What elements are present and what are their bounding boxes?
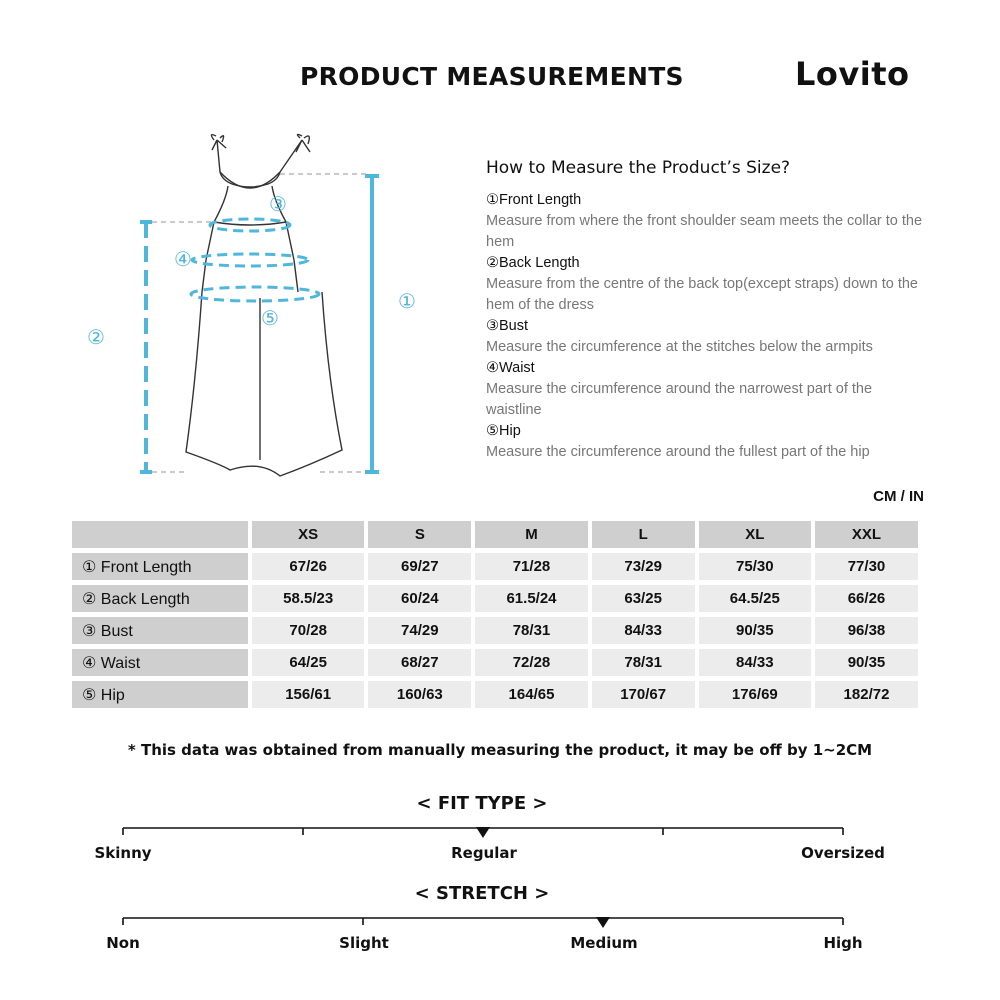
table-cell: 63/25 (592, 585, 695, 612)
measure-item-bust (486, 316, 926, 358)
table-cell: 64/25 (252, 649, 364, 676)
table-cell: 74/29 (368, 617, 471, 644)
table-cell: 64.5/25 (699, 585, 811, 612)
measure-item-title: ②Back Length (486, 255, 580, 271)
measure-item-desc: Measure the circumference at the stitches below the armpits (486, 339, 873, 355)
fit-type-label-regular: Regular (451, 844, 517, 862)
page-title: PRODUCT MEASUREMENTS (300, 62, 684, 91)
table-cell: 182/72 (815, 681, 918, 708)
table-cell: 69/27 (368, 553, 471, 580)
hip-measure-line (191, 287, 319, 301)
size-header: XS (252, 521, 364, 548)
marker-back-length: ② (87, 325, 105, 349)
table-cell: 84/33 (699, 649, 811, 676)
stretch-title: < STRETCH > (414, 883, 550, 904)
measure-item-hip (486, 421, 926, 463)
measure-item-back-length (486, 253, 926, 316)
measure-item-title: ④Waist (486, 360, 535, 376)
table-cell: 160/63 (368, 681, 471, 708)
table-cell: 78/31 (475, 617, 587, 644)
size-header: XXL (815, 521, 918, 548)
measurement-disclaimer: * This data was obtained from manually measuring the product, it may be off by 1~2CM (127, 741, 873, 759)
size-header: S (368, 521, 471, 548)
measure-item-title: ⑤Hip (486, 423, 521, 439)
dress-measurement-diagram (80, 130, 440, 490)
table-cell: 90/35 (699, 617, 811, 644)
table-cell: 78/31 (592, 649, 695, 676)
stretch-indicator-arrow (596, 917, 610, 928)
row-label: ② Back Length (72, 585, 248, 612)
table-cell: 96/38 (815, 617, 918, 644)
measure-item-desc: Measure the circumference around the fullest part of the hip (486, 444, 870, 460)
unit-label: CM / IN (873, 488, 924, 505)
waist-measure-line (192, 254, 308, 266)
measure-item-title: ③Bust (486, 318, 529, 334)
table-cell: 84/33 (592, 617, 695, 644)
table-row (72, 553, 918, 580)
table-row (72, 585, 918, 612)
measure-item-desc: Measure from the centre of the back top(except straps) down to the hem of the dress (486, 276, 918, 313)
size-header: XL (699, 521, 811, 548)
fit-type-label-skinny: Skinny (94, 844, 152, 862)
marker-front-length: ① (398, 289, 416, 313)
table-cell: 90/35 (815, 649, 918, 676)
measure-item-waist (486, 358, 926, 421)
marker-waist: ④ (174, 247, 192, 271)
table-cell: 66/26 (815, 585, 918, 612)
stretch-scale (0, 910, 1000, 930)
table-cell: 71/28 (475, 553, 587, 580)
table-header-row (72, 521, 918, 548)
table-cell: 61.5/24 (475, 585, 587, 612)
measure-item-title: ①Front Length (486, 192, 582, 208)
table-corner-cell (72, 521, 248, 548)
table-cell: 170/67 (592, 681, 695, 708)
stretch-label-medium: Medium (570, 934, 638, 952)
marker-hip: ⑤ (261, 306, 279, 330)
table-row (72, 681, 918, 708)
marker-bust: ③ (269, 192, 287, 216)
fit-type-scale (0, 820, 1000, 840)
row-label: ① Front Length (72, 553, 248, 580)
measure-item-desc: Measure from where the front shoulder seam meets the collar to the hem (486, 213, 923, 250)
measure-item-front-length (486, 190, 926, 253)
how-to-measure-title: How to Measure the Product’s Size? (486, 158, 791, 178)
table-row (72, 617, 918, 644)
table-cell: 164/65 (475, 681, 587, 708)
stretch-label-slight: Slight (339, 934, 389, 952)
table-cell: 73/29 (592, 553, 695, 580)
size-header: M (475, 521, 587, 548)
row-label: ③ Bust (72, 617, 248, 644)
table-cell: 72/28 (475, 649, 587, 676)
how-to-measure-section (486, 158, 926, 463)
brand-logo: Lovito (795, 55, 910, 93)
front-length-indicator (280, 174, 379, 472)
row-label: ④ Waist (72, 649, 248, 676)
measure-item-desc: Measure the circumference around the narrowest part of the waistline (486, 381, 873, 418)
table-cell: 176/69 (699, 681, 811, 708)
table-cell: 156/61 (252, 681, 364, 708)
stretch-label-non: Non (106, 934, 140, 952)
stretch-label-high: High (823, 934, 863, 952)
fit-type-label-oversized: Oversized (801, 844, 885, 862)
fit-type-title: < FIT TYPE > (416, 793, 548, 814)
table-cell: 58.5/23 (252, 585, 364, 612)
table-row (72, 649, 918, 676)
table-cell: 68/27 (368, 649, 471, 676)
size-chart-table (68, 516, 922, 713)
size-header: L (592, 521, 695, 548)
table-cell: 77/30 (815, 553, 918, 580)
row-label: ⑤ Hip (72, 681, 248, 708)
table-cell: 70/28 (252, 617, 364, 644)
table-cell: 67/26 (252, 553, 364, 580)
fit-type-indicator-arrow (476, 827, 490, 838)
table-cell: 60/24 (368, 585, 471, 612)
table-cell: 75/30 (699, 553, 811, 580)
